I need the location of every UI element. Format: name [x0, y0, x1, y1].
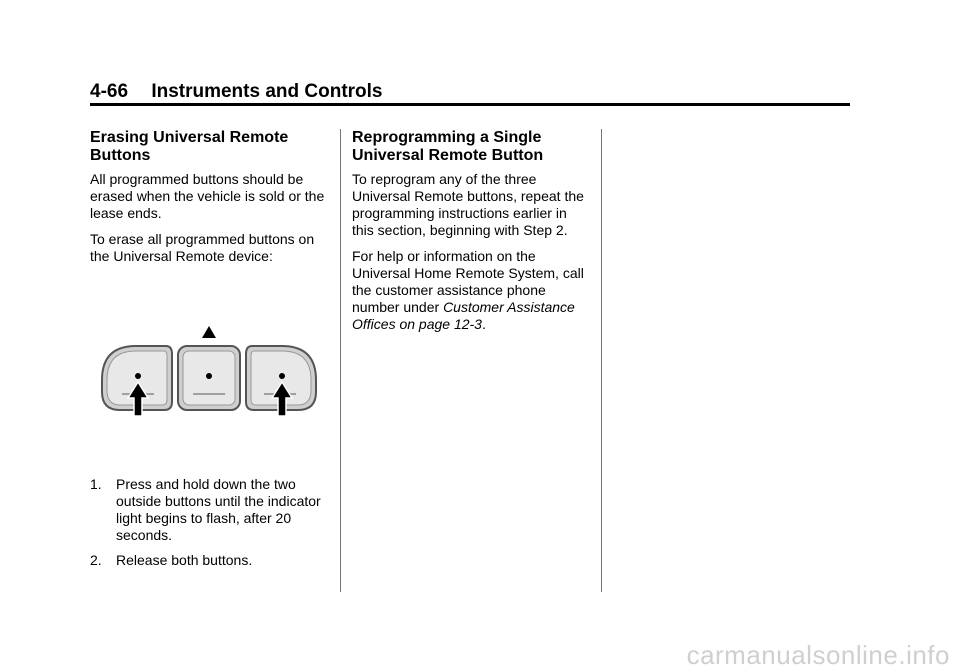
erasing-para-2: To erase all programmed buttons on the Universal Remote device:	[90, 231, 315, 264]
page-header	[90, 80, 850, 104]
cross-reference-link[interactable]: Customer Assistance Offices on page 12-3	[352, 299, 575, 332]
para-2-text: For help or information on the Universal Home Remote System, call the customer assistance phone number under	[352, 248, 584, 315]
reprogramming-heading: Reprogramming a Single Universal Remote Button	[352, 129, 544, 164]
list-item	[90, 476, 330, 544]
watermark: carmanualsonline.info	[686, 640, 950, 670]
left-column	[90, 129, 330, 274]
indicator-light-icon	[202, 326, 216, 338]
header-rule	[90, 103, 850, 106]
erasing-para-1: All programmed buttons should be erased when the vehicle is sold or the lease ends.	[90, 171, 325, 221]
erase-steps-list	[90, 476, 330, 577]
reprogramming-para-2	[352, 248, 592, 333]
step-text: Press and hold down the two outside buttons until the indicator light begins to flash, after 20 seconds.	[116, 476, 321, 543]
step-text: Release both buttons.	[116, 552, 253, 568]
middle-button	[178, 346, 240, 410]
list-item	[90, 552, 330, 569]
erasing-heading: Erasing Universal Remote Buttons	[90, 129, 289, 164]
middle-column	[352, 129, 592, 342]
reprogramming-para-1: To reprogram any of the three Universal Remote buttons, repeat the programming instructions earlier in this section, beginning with Step 2.	[352, 171, 584, 238]
column-divider	[601, 129, 602, 592]
step-number: 1.	[90, 476, 102, 492]
section-title: Instruments and Controls	[151, 81, 383, 102]
step-number: 2.	[90, 552, 102, 568]
remote-buttons-illustration	[96, 318, 322, 422]
para-2-end: .	[481, 316, 486, 332]
column-divider	[340, 129, 341, 592]
page-number: 4-66	[90, 81, 129, 102]
